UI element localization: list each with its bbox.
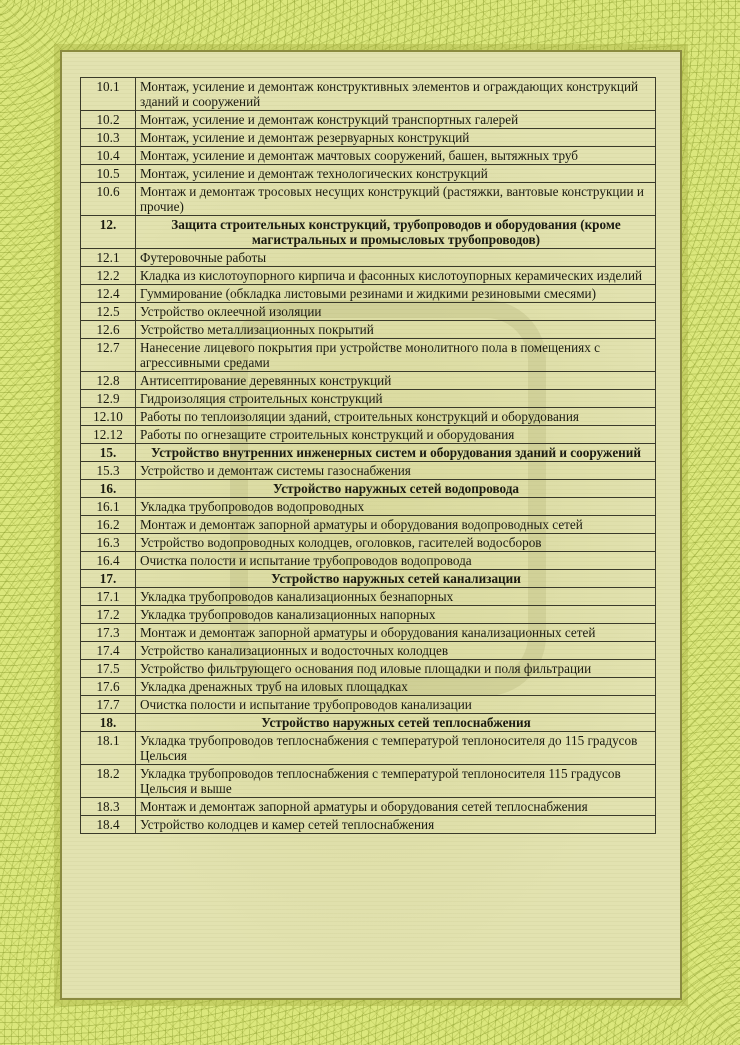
table-row xyxy=(81,642,656,660)
row-description: Работы по теплоизоляции зданий, строительных конструкций и оборудования xyxy=(136,408,656,426)
row-number: 12.7 xyxy=(81,339,136,372)
table-row xyxy=(81,462,656,480)
row-description: Монтаж, усиление и демонтаж резервуарных конструкций xyxy=(136,129,656,147)
section-row xyxy=(81,714,656,732)
table-row xyxy=(81,498,656,516)
row-number: 17.3 xyxy=(81,624,136,642)
table-row xyxy=(81,732,656,765)
table-row xyxy=(81,390,656,408)
table-row xyxy=(81,147,656,165)
section-row xyxy=(81,444,656,462)
row-number: 12.6 xyxy=(81,321,136,339)
table-row xyxy=(81,606,656,624)
table-row xyxy=(81,267,656,285)
row-number: 16.3 xyxy=(81,534,136,552)
table-row xyxy=(81,339,656,372)
row-number: 12.5 xyxy=(81,303,136,321)
row-number: 16.4 xyxy=(81,552,136,570)
row-number: 10.4 xyxy=(81,147,136,165)
table-row xyxy=(81,696,656,714)
row-number: 10.2 xyxy=(81,111,136,129)
row-number: 10.1 xyxy=(81,78,136,111)
row-description: Монтаж, усиление и демонтаж мачтовых сооружений, башен, вытяжных труб xyxy=(136,147,656,165)
row-description: Устройство водопроводных колодцев, оголовков, гасителей водосборов xyxy=(136,534,656,552)
table-row xyxy=(81,765,656,798)
row-number: 12.9 xyxy=(81,390,136,408)
row-description: Монтаж, усиление и демонтаж конструктивных элементов и ограждающих конструкций зданий и сооружений xyxy=(136,78,656,111)
row-description: Устройство наружных сетей канализации xyxy=(136,570,656,588)
table-row xyxy=(81,816,656,834)
table-row xyxy=(81,249,656,267)
works-table xyxy=(80,77,656,834)
table-row xyxy=(81,552,656,570)
row-description: Устройство наружных сетей водопровода xyxy=(136,480,656,498)
row-description: Футеровочные работы xyxy=(136,249,656,267)
table-row xyxy=(81,321,656,339)
table-row xyxy=(81,285,656,303)
row-description: Монтаж, усиление и демонтаж конструкций транспортных галерей xyxy=(136,111,656,129)
row-description: Гуммирование (обкладка листовыми резинами и жидкими резиновыми смесями) xyxy=(136,285,656,303)
row-number: 18. xyxy=(81,714,136,732)
table-row xyxy=(81,183,656,216)
row-number: 12.1 xyxy=(81,249,136,267)
row-number: 12.4 xyxy=(81,285,136,303)
table-row xyxy=(81,165,656,183)
row-number: 18.2 xyxy=(81,765,136,798)
row-description: Укладка дренажных труб на иловых площадках xyxy=(136,678,656,696)
row-description: Работы по огнезащите строительных конструкций и оборудования xyxy=(136,426,656,444)
row-description: Гидроизоляция строительных конструкций xyxy=(136,390,656,408)
row-number: 17.1 xyxy=(81,588,136,606)
row-number: 16.2 xyxy=(81,516,136,534)
row-description: Укладка трубопроводов теплоснабжения с температурой теплоносителя до 115 градусов Цельсия xyxy=(136,732,656,765)
section-row xyxy=(81,216,656,249)
row-number: 10.5 xyxy=(81,165,136,183)
row-description: Кладка из кислотоупорного кирпича и фасонных кислотоупорных керамических изделий xyxy=(136,267,656,285)
table-row xyxy=(81,534,656,552)
row-number: 12.12 xyxy=(81,426,136,444)
row-description: Устройство канализационных и водосточных колодцев xyxy=(136,642,656,660)
row-description: Устройство колодцев и камер сетей теплоснабжения xyxy=(136,816,656,834)
row-description: Монтаж и демонтаж запорной арматуры и оборудования канализационных сетей xyxy=(136,624,656,642)
table-row xyxy=(81,303,656,321)
row-number: 17.7 xyxy=(81,696,136,714)
table-row xyxy=(81,798,656,816)
row-description: Монтаж, усиление и демонтаж технологических конструкций xyxy=(136,165,656,183)
table-row xyxy=(81,516,656,534)
row-description: Защита строительных конструкций, трубопроводов и оборудования (кроме магистральных и промысловых трубопроводов) xyxy=(136,216,656,249)
row-number: 17.2 xyxy=(81,606,136,624)
row-description: Устройство наружных сетей теплоснабжения xyxy=(136,714,656,732)
row-description: Очистка полости и испытание трубопроводов канализации xyxy=(136,696,656,714)
row-number: 12.8 xyxy=(81,372,136,390)
table-row xyxy=(81,408,656,426)
row-number: 12. xyxy=(81,216,136,249)
table-row xyxy=(81,111,656,129)
row-description: Укладка трубопроводов теплоснабжения с температурой теплоносителя 115 градусов Цельсия и выше xyxy=(136,765,656,798)
row-number: 15. xyxy=(81,444,136,462)
table-row xyxy=(81,660,656,678)
row-number: 12.10 xyxy=(81,408,136,426)
table-row xyxy=(81,426,656,444)
table-row xyxy=(81,129,656,147)
row-description: Монтаж и демонтаж тросовых несущих конструкций (растяжки, вантовые конструкции и прочие) xyxy=(136,183,656,216)
row-description: Укладка трубопроводов канализационных безнапорных xyxy=(136,588,656,606)
row-number: 16. xyxy=(81,480,136,498)
row-description: Укладка трубопроводов водопроводных xyxy=(136,498,656,516)
row-description: Очистка полости и испытание трубопроводов водопровода xyxy=(136,552,656,570)
row-description: Монтаж и демонтаж запорной арматуры и оборудования сетей теплоснабжения xyxy=(136,798,656,816)
row-description: Нанесение лицевого покрытия при устройстве монолитного пола в помещениях с агрессивными средами xyxy=(136,339,656,372)
row-number: 18.4 xyxy=(81,816,136,834)
row-number: 12.2 xyxy=(81,267,136,285)
table-row xyxy=(81,588,656,606)
row-number: 10.3 xyxy=(81,129,136,147)
row-number: 17.6 xyxy=(81,678,136,696)
row-number: 17. xyxy=(81,570,136,588)
row-description: Устройство металлизационных покрытий xyxy=(136,321,656,339)
row-description: Устройство и демонтаж системы газоснабжения xyxy=(136,462,656,480)
row-description: Монтаж и демонтаж запорной арматуры и оборудования водопроводных сетей xyxy=(136,516,656,534)
table-row xyxy=(81,78,656,111)
row-description: Укладка трубопроводов канализационных напорных xyxy=(136,606,656,624)
section-row xyxy=(81,480,656,498)
row-number: 18.3 xyxy=(81,798,136,816)
table-row xyxy=(81,624,656,642)
row-description: Устройство внутренних инженерных систем и оборудования зданий и сооружений xyxy=(136,444,656,462)
row-number: 17.5 xyxy=(81,660,136,678)
section-row xyxy=(81,570,656,588)
row-number: 17.4 xyxy=(81,642,136,660)
table-row xyxy=(81,678,656,696)
row-number: 18.1 xyxy=(81,732,136,765)
table-row xyxy=(81,372,656,390)
row-number: 15.3 xyxy=(81,462,136,480)
row-description: Устройство фильтрующего основания под иловые площадки и поля фильтрации xyxy=(136,660,656,678)
row-number: 16.1 xyxy=(81,498,136,516)
row-description: Антисептирование деревянных конструкций xyxy=(136,372,656,390)
row-description: Устройство оклеечной изоляции xyxy=(136,303,656,321)
row-number: 10.6 xyxy=(81,183,136,216)
